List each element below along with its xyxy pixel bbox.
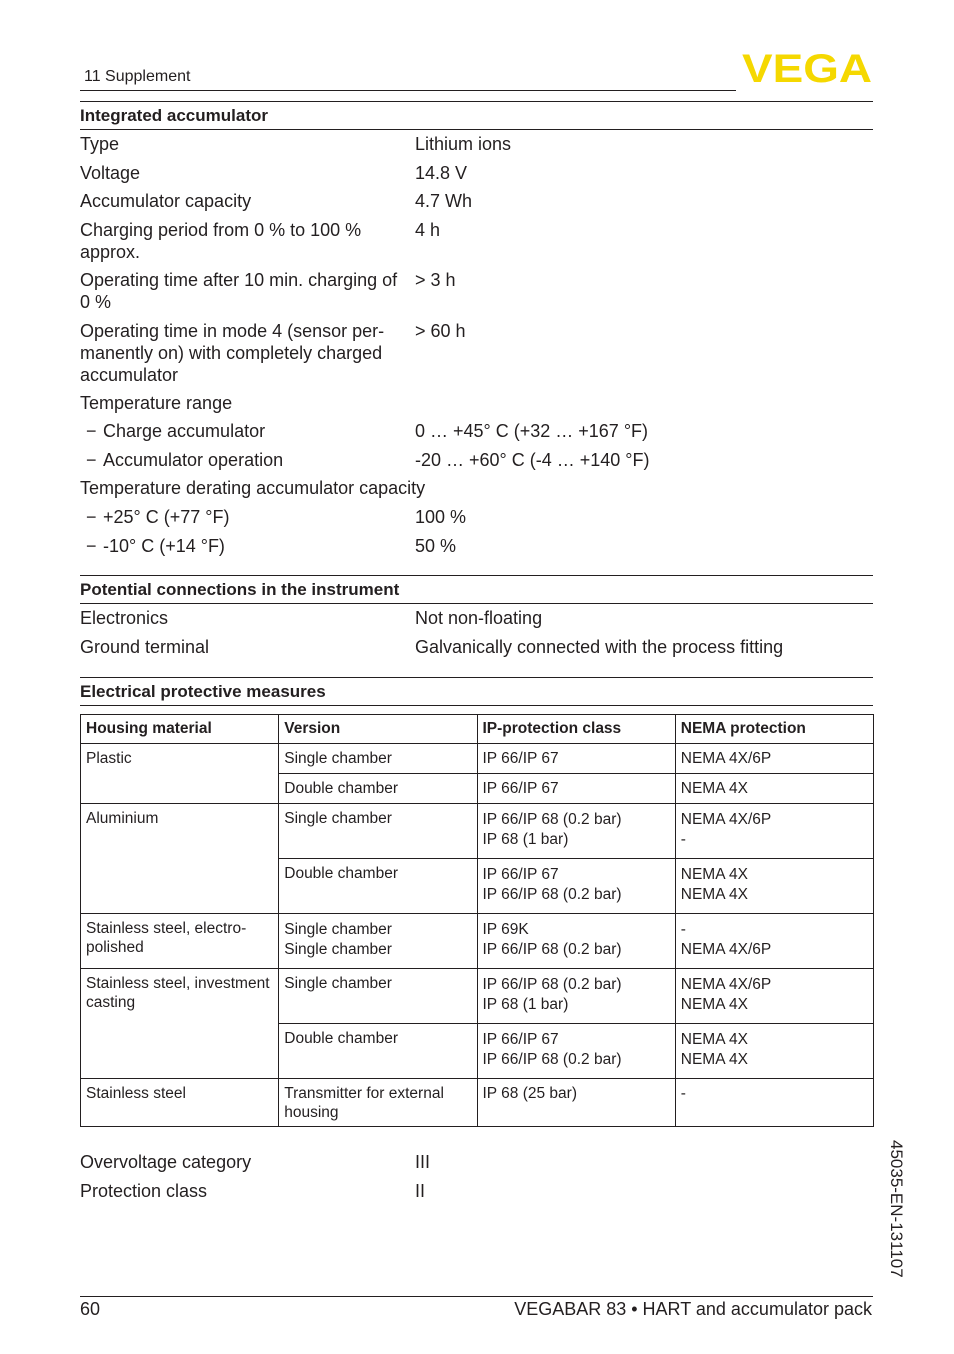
- spec-label-protection-class: Protection class: [80, 1181, 208, 1201]
- ip-cell: IP 69K IP 66/IP 68 (0.2 bar): [477, 914, 675, 969]
- spec-value-capacity: 4.7 Wh: [415, 191, 473, 211]
- protection-table: [80, 714, 874, 1127]
- column-header-version: Version: [279, 715, 477, 744]
- spec-label-operating-time-mode4: Operating time in mode 4 (sensor per-manently on) with completely charged accumulator: [80, 321, 385, 385]
- spec-value-electronics: Not non-floating: [415, 608, 543, 628]
- nema-cell: -: [675, 1079, 873, 1127]
- spec-label-electronics: Electronics: [80, 608, 169, 628]
- spec-label-overvoltage: Overvoltage category: [80, 1152, 252, 1172]
- version-cell: Double chamber: [279, 774, 477, 804]
- ip-cell: IP 66/IP 68 (0.2 bar) IP 68 (1 bar): [477, 969, 675, 1024]
- table-row: [81, 804, 874, 859]
- spec-label-voltage: Voltage: [80, 163, 141, 183]
- section-rule: [80, 575, 873, 576]
- spec-label-derating: Temperature derating accumulator capacity: [80, 478, 426, 498]
- section-rule: [80, 677, 873, 678]
- spec-value-operating-time-10min: > 3 h: [415, 270, 456, 290]
- spec-label-type: Type: [80, 134, 120, 154]
- column-header-ip: IP-protection class: [477, 715, 675, 744]
- section-title-potential: Potential connections in the instrument: [80, 580, 400, 599]
- section-title-accumulator: Integrated accumulator: [80, 106, 268, 125]
- spec-value-type: Lithium ions: [415, 134, 512, 154]
- housing-cell: Stainless steel, investment casting: [81, 969, 279, 1079]
- nema-cell: NEMA 4X: [675, 774, 873, 804]
- ip-cell: IP 66/IP 67: [477, 774, 675, 804]
- spec-value-protection-class: II: [415, 1181, 426, 1201]
- spec-value-operating-time-mode4: > 60 h: [415, 321, 466, 341]
- spec-value-charge: 0 … +45° C (+32 … +167 °F): [415, 421, 649, 441]
- version-cell: Double chamber: [279, 1024, 477, 1079]
- ip-cell: IP 66/IP 67 IP 66/IP 68 (0.2 bar): [477, 859, 675, 914]
- version-cell: Single chamber: [279, 804, 477, 859]
- ip-cell: IP 66/IP 67: [477, 744, 675, 774]
- footer-rule: [80, 1296, 873, 1297]
- nema-cell: NEMA 4X/6P NEMA 4X: [675, 969, 873, 1024]
- spec-sublabel-derating-25: − +25° C (+77 °F): [86, 507, 230, 527]
- section-rule: [80, 705, 873, 706]
- spec-label-temperature-range: Temperature range: [80, 393, 233, 413]
- spec-label-operating-time-10min: Operating time after 10 min. charging of 0 %: [80, 270, 398, 312]
- housing-cell: Stainless steel, electro-polished: [81, 914, 279, 969]
- spec-sublabel-operation: − Accumulator operation: [86, 450, 284, 470]
- table-row: [81, 1079, 874, 1127]
- table-row: [81, 744, 874, 774]
- nema-cell: NEMA 4X NEMA 4X: [675, 1024, 873, 1079]
- column-header-nema: NEMA protection: [675, 715, 873, 744]
- spec-value-voltage: 14.8 V: [415, 163, 468, 183]
- table-header-row: [81, 715, 874, 744]
- header-section-title: 11 Supplement: [84, 68, 191, 85]
- nema-cell: - NEMA 4X/6P: [675, 914, 873, 969]
- section-rule: [80, 603, 873, 604]
- spec-value-derating-minus10: 50 %: [415, 536, 457, 556]
- section-title-electrical: Electrical protective measures: [80, 682, 326, 701]
- document-number: 45035-EN-131107: [887, 1140, 906, 1278]
- version-cell: Single chamber: [279, 969, 477, 1024]
- spec-value-ground: Galvanically connected with the process fitting: [415, 637, 784, 657]
- section-rule: [80, 129, 873, 130]
- vega-logo: [742, 52, 874, 84]
- version-cell: Single chamber Single chamber: [279, 914, 477, 969]
- nema-cell: NEMA 4X/6P -: [675, 804, 873, 859]
- table-row: [81, 969, 874, 1024]
- page-number: 60: [80, 1299, 101, 1319]
- spec-value-operation: -20 … +60° C (-4 … +140 °F): [415, 450, 650, 470]
- spec-label-ground: Ground terminal: [80, 637, 210, 657]
- spec-label-capacity: Accumulator capacity: [80, 191, 252, 211]
- spec-sublabel-derating-minus10: − -10° C (+14 °F): [86, 536, 225, 556]
- spec-value-overvoltage: III: [415, 1152, 431, 1172]
- housing-cell: Aluminium: [81, 804, 279, 914]
- table-row: [81, 914, 874, 969]
- version-cell: Single chamber: [279, 744, 477, 774]
- logo-text: VEGA: [742, 52, 872, 84]
- nema-cell: NEMA 4X NEMA 4X: [675, 859, 873, 914]
- housing-cell: Plastic: [81, 744, 279, 804]
- ip-cell: IP 66/IP 67 IP 66/IP 68 (0.2 bar): [477, 1024, 675, 1079]
- nema-cell: NEMA 4X/6P: [675, 744, 873, 774]
- section-rule: [80, 101, 873, 102]
- version-cell: Transmitter for external housing: [279, 1079, 477, 1127]
- footer-title: VEGABAR 83 • HART and accumulator pack: [514, 1299, 872, 1319]
- ip-cell: IP 68 (25 bar): [477, 1079, 675, 1127]
- ip-cell: IP 66/IP 68 (0.2 bar) IP 68 (1 bar): [477, 804, 675, 859]
- spec-label-charging-period: Charging period from 0 % to 100 % approx.: [80, 220, 362, 262]
- version-cell: Double chamber: [279, 859, 477, 914]
- housing-cell: Stainless steel: [81, 1079, 279, 1127]
- column-header-housing: Housing material: [81, 715, 279, 744]
- header-rule: [80, 90, 736, 91]
- spec-value-derating-25: 100 %: [415, 507, 467, 527]
- spec-value-charging-period: 4 h: [415, 220, 441, 240]
- spec-sublabel-charge: − Charge accumulator: [86, 421, 266, 441]
